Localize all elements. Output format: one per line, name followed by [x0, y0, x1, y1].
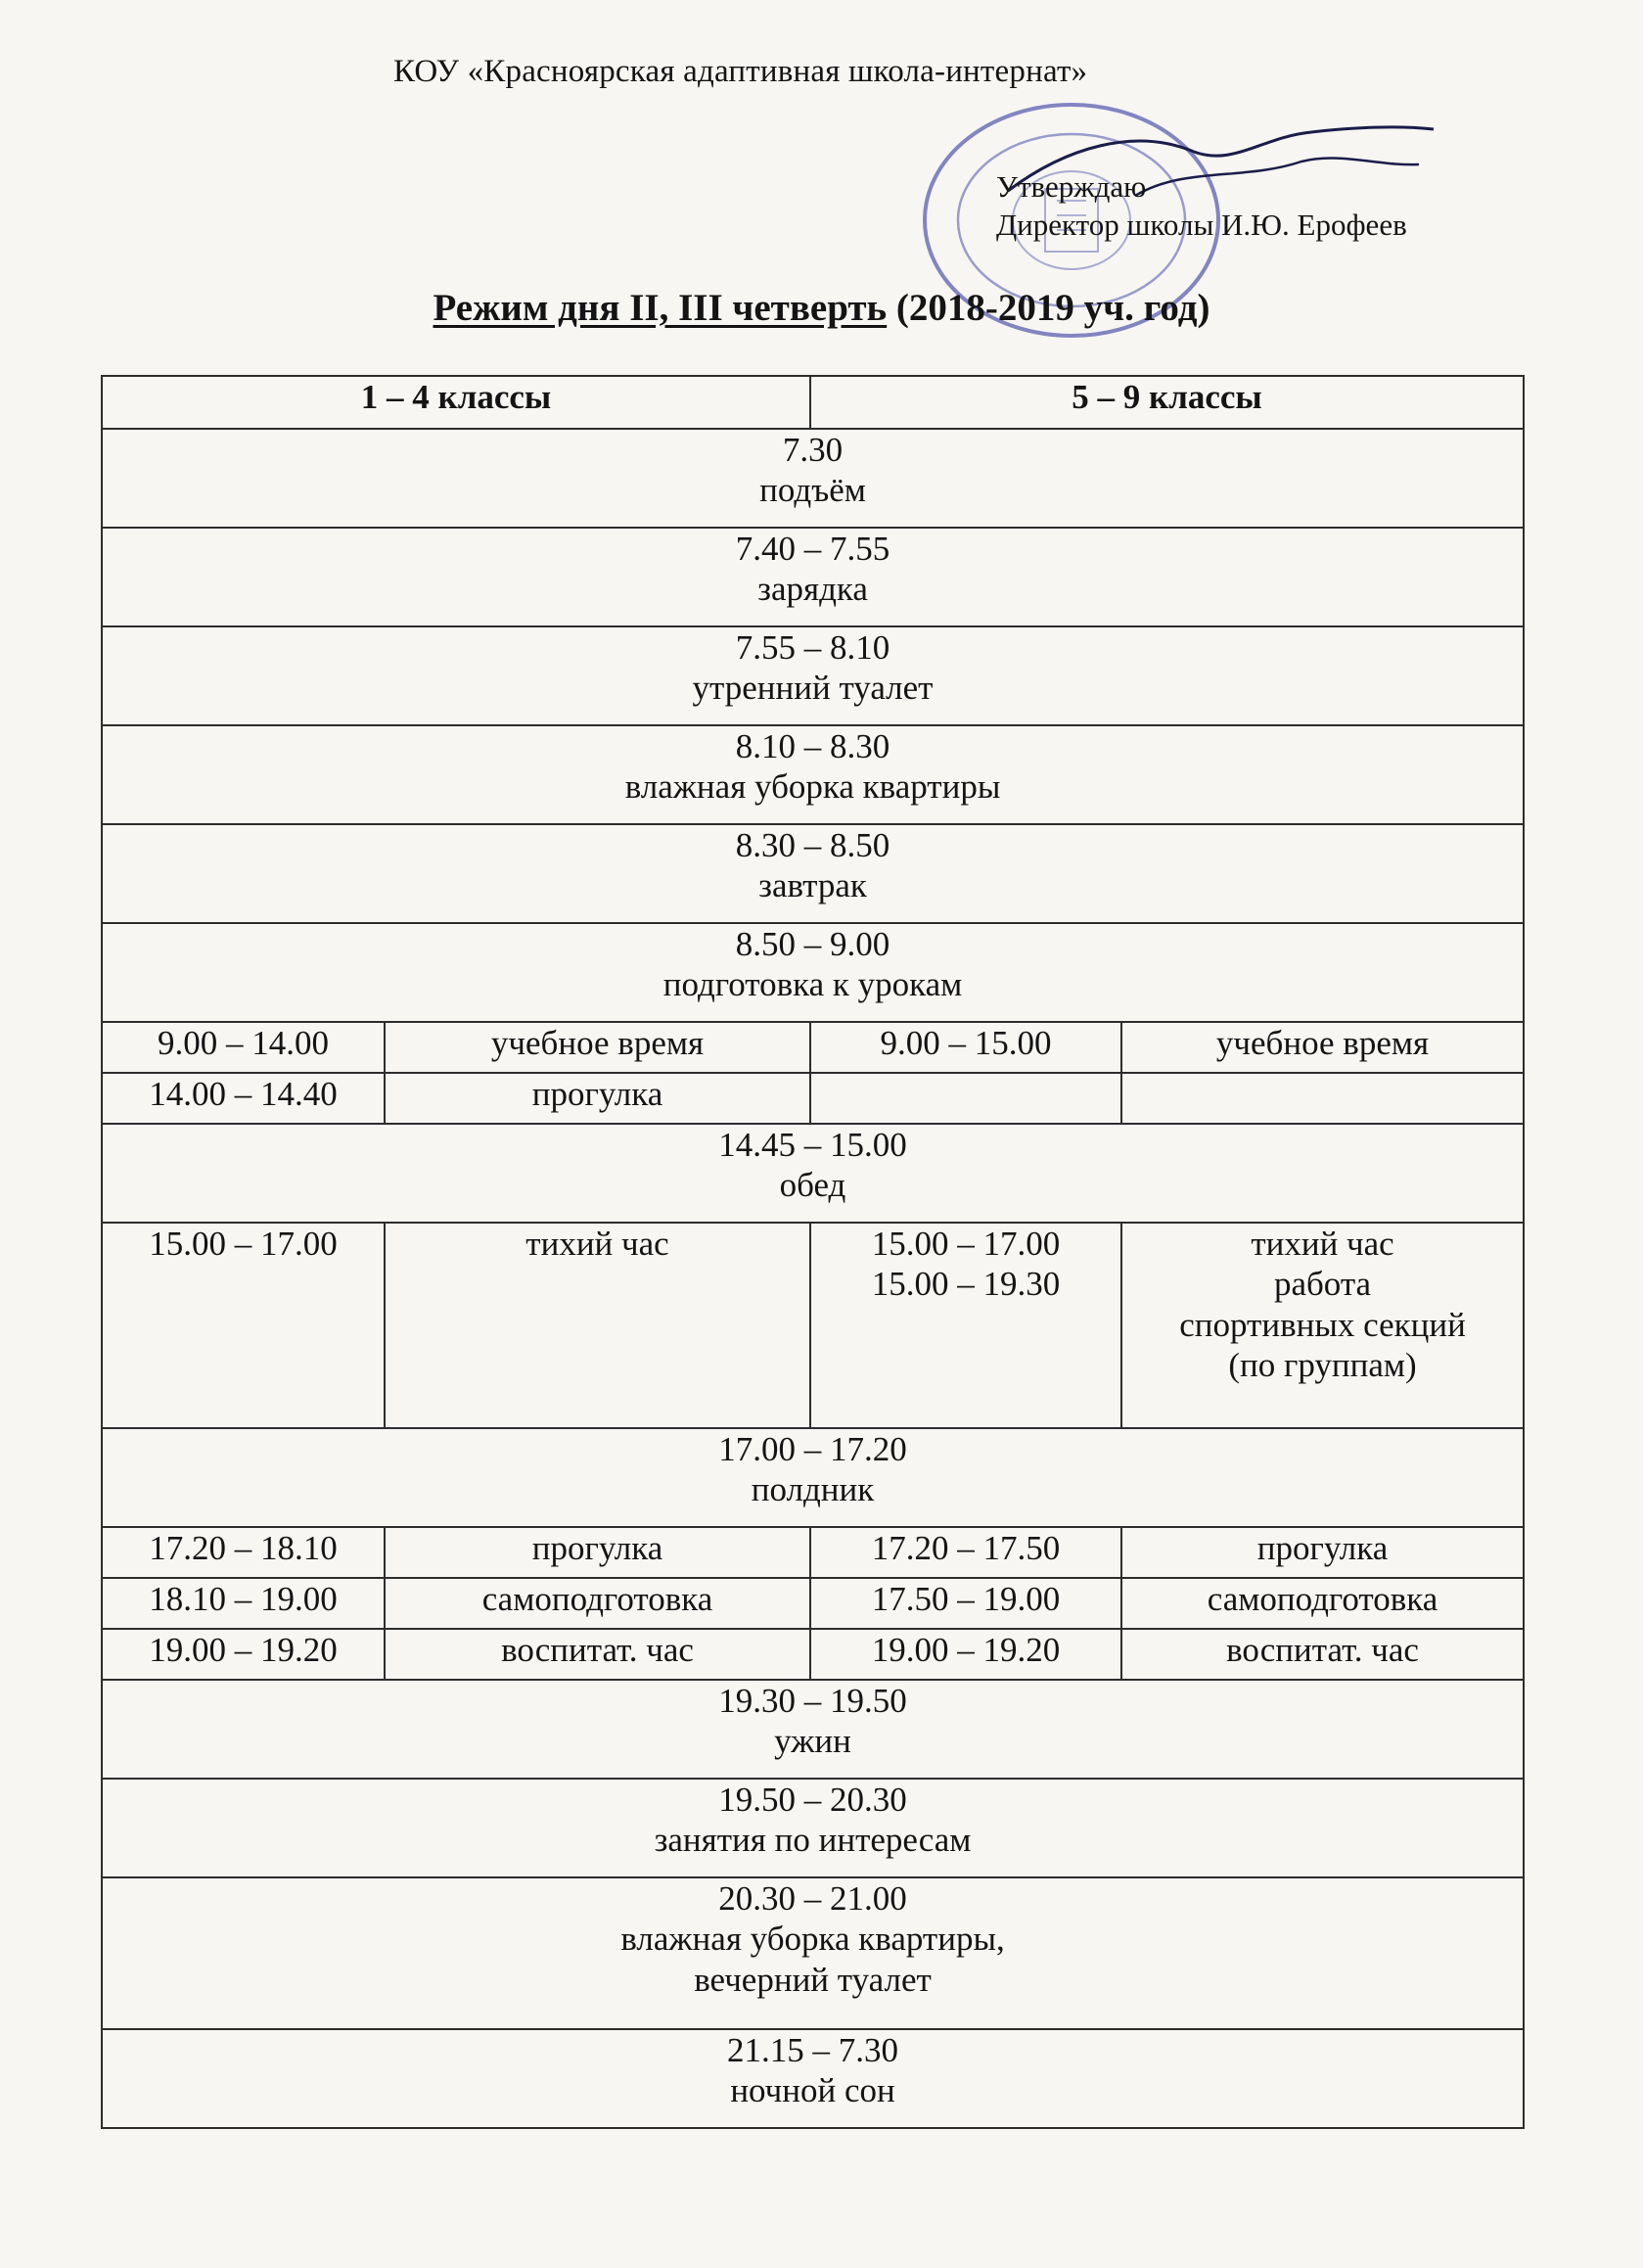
activity-cell: прогулка	[1121, 1527, 1524, 1578]
row-cell	[102, 626, 1524, 725]
time-cell: 9.00 – 15.00	[810, 1022, 1121, 1073]
table-row	[102, 1022, 1524, 1073]
row-activity: подготовка к урокам	[662, 965, 963, 1004]
table-row	[102, 1073, 1524, 1124]
time-cell	[810, 1073, 1121, 1124]
table-row	[102, 1527, 1524, 1578]
row-time: 17.00 – 17.20	[718, 1430, 907, 1468]
row-time: 21.15 – 7.30	[727, 2031, 899, 2069]
activity-cell: воспитат. час	[1121, 1629, 1524, 1680]
activity-line: работа	[1273, 1265, 1372, 1304]
title-underlined: Режим дня II, III четверть	[433, 287, 888, 329]
activity-cell: воспитат. час	[385, 1629, 810, 1680]
table-row	[102, 1428, 1524, 1527]
activity-line: спортивных секций	[1179, 1305, 1466, 1344]
row-time: 14.45 – 15.00	[718, 1126, 907, 1164]
table-row	[102, 1779, 1524, 1877]
row-cell	[102, 824, 1524, 923]
table-row	[102, 1578, 1524, 1629]
time-cell: 19.00 – 19.20	[102, 1629, 385, 1680]
row-time: 7.40 – 7.55	[735, 530, 890, 568]
activity-cell: учебное время	[1121, 1022, 1524, 1073]
row-activity: завтрак	[758, 866, 867, 905]
time-cell: 17.20 – 17.50	[810, 1527, 1121, 1578]
time-cell: 15.00 – 17.00	[102, 1223, 385, 1428]
row-activity: влажная уборка квартиры,	[620, 1920, 1005, 1959]
schedule-table	[101, 375, 1525, 2129]
row-cell	[102, 1124, 1524, 1223]
activity-cell: прогулка	[385, 1527, 810, 1578]
column-header: 5 – 9 классы	[810, 376, 1524, 429]
activity-cell: прогулка	[385, 1073, 810, 1124]
activity-cell: тихий час	[385, 1223, 810, 1428]
organization-name: КОУ «Красноярская адаптивная школа-интернат»	[393, 54, 1088, 89]
time-cell: 17.50 – 19.00	[810, 1578, 1121, 1629]
approver-name: Директор школы И.Ю. Ерофеев	[996, 208, 1407, 242]
row-cell	[102, 1779, 1524, 1877]
row-cell	[102, 1428, 1524, 1527]
table-row	[102, 725, 1524, 824]
row-cell	[102, 725, 1524, 824]
time-cell: 9.00 – 14.00	[102, 1022, 385, 1073]
row-activity: ночной сон	[730, 2071, 895, 2110]
column-header: 1 – 4 классы	[102, 376, 810, 429]
row-activity: вечерний туалет	[694, 1960, 932, 1999]
row-cell	[102, 1877, 1524, 2029]
page-title	[0, 286, 1643, 330]
row-activity: влажная уборка квартиры	[624, 767, 1001, 807]
row-cell	[102, 429, 1524, 528]
row-activity: подъём	[759, 471, 866, 510]
time-cell: 18.10 – 19.00	[102, 1578, 385, 1629]
activity-cell	[1121, 1223, 1524, 1428]
title-rest: (2018-2019 уч. год)	[887, 287, 1210, 329]
time-cell: 17.20 – 18.10	[102, 1527, 385, 1578]
table-row	[102, 1124, 1524, 1223]
activity-cell	[1121, 1073, 1524, 1124]
activity-cell: учебное время	[385, 1022, 810, 1073]
row-activity: утренний туалет	[692, 669, 934, 708]
row-time: 8.30 – 8.50	[735, 826, 890, 864]
table-row	[102, 2029, 1524, 2128]
time-line: 15.00 – 17.00	[871, 1225, 1061, 1263]
row-time: 19.50 – 20.30	[718, 1781, 907, 1819]
time-line: 15.00 – 19.30	[871, 1265, 1061, 1304]
row-cell	[102, 923, 1524, 1022]
row-cell	[102, 1680, 1524, 1779]
row-time: 19.30 – 19.50	[718, 1682, 907, 1720]
table-row	[102, 1629, 1524, 1680]
table-row	[102, 1680, 1524, 1779]
activity-cell: самоподготовка	[385, 1578, 810, 1629]
row-activity: полдник	[751, 1470, 875, 1509]
table-row	[102, 1223, 1524, 1428]
row-time: 8.10 – 8.30	[735, 727, 890, 765]
row-cell	[102, 528, 1524, 626]
table-header-row	[102, 376, 1524, 429]
row-time: 7.30	[782, 431, 844, 469]
approval-label: Утверждаю	[996, 169, 1147, 204]
activity-line: тихий час	[1251, 1225, 1394, 1263]
table-row	[102, 824, 1524, 923]
table-row	[102, 626, 1524, 725]
row-time: 7.55 – 8.10	[735, 628, 890, 667]
row-activity: зарядка	[757, 570, 868, 609]
row-cell	[102, 2029, 1524, 2128]
time-cell	[810, 1223, 1121, 1428]
table-row	[102, 429, 1524, 528]
activity-line: (по группам)	[1228, 1345, 1417, 1384]
time-cell: 19.00 – 19.20	[810, 1629, 1121, 1680]
row-activity: обед	[779, 1166, 846, 1205]
activity-cell: самоподготовка	[1121, 1578, 1524, 1629]
row-time: 20.30 – 21.00	[718, 1879, 907, 1918]
table-row	[102, 528, 1524, 626]
row-activity: занятия по интересам	[654, 1821, 972, 1860]
time-cell: 14.00 – 14.40	[102, 1073, 385, 1124]
table-row	[102, 1877, 1524, 2029]
row-time: 8.50 – 9.00	[735, 925, 890, 963]
row-activity: ужин	[774, 1722, 851, 1761]
table-row	[102, 923, 1524, 1022]
